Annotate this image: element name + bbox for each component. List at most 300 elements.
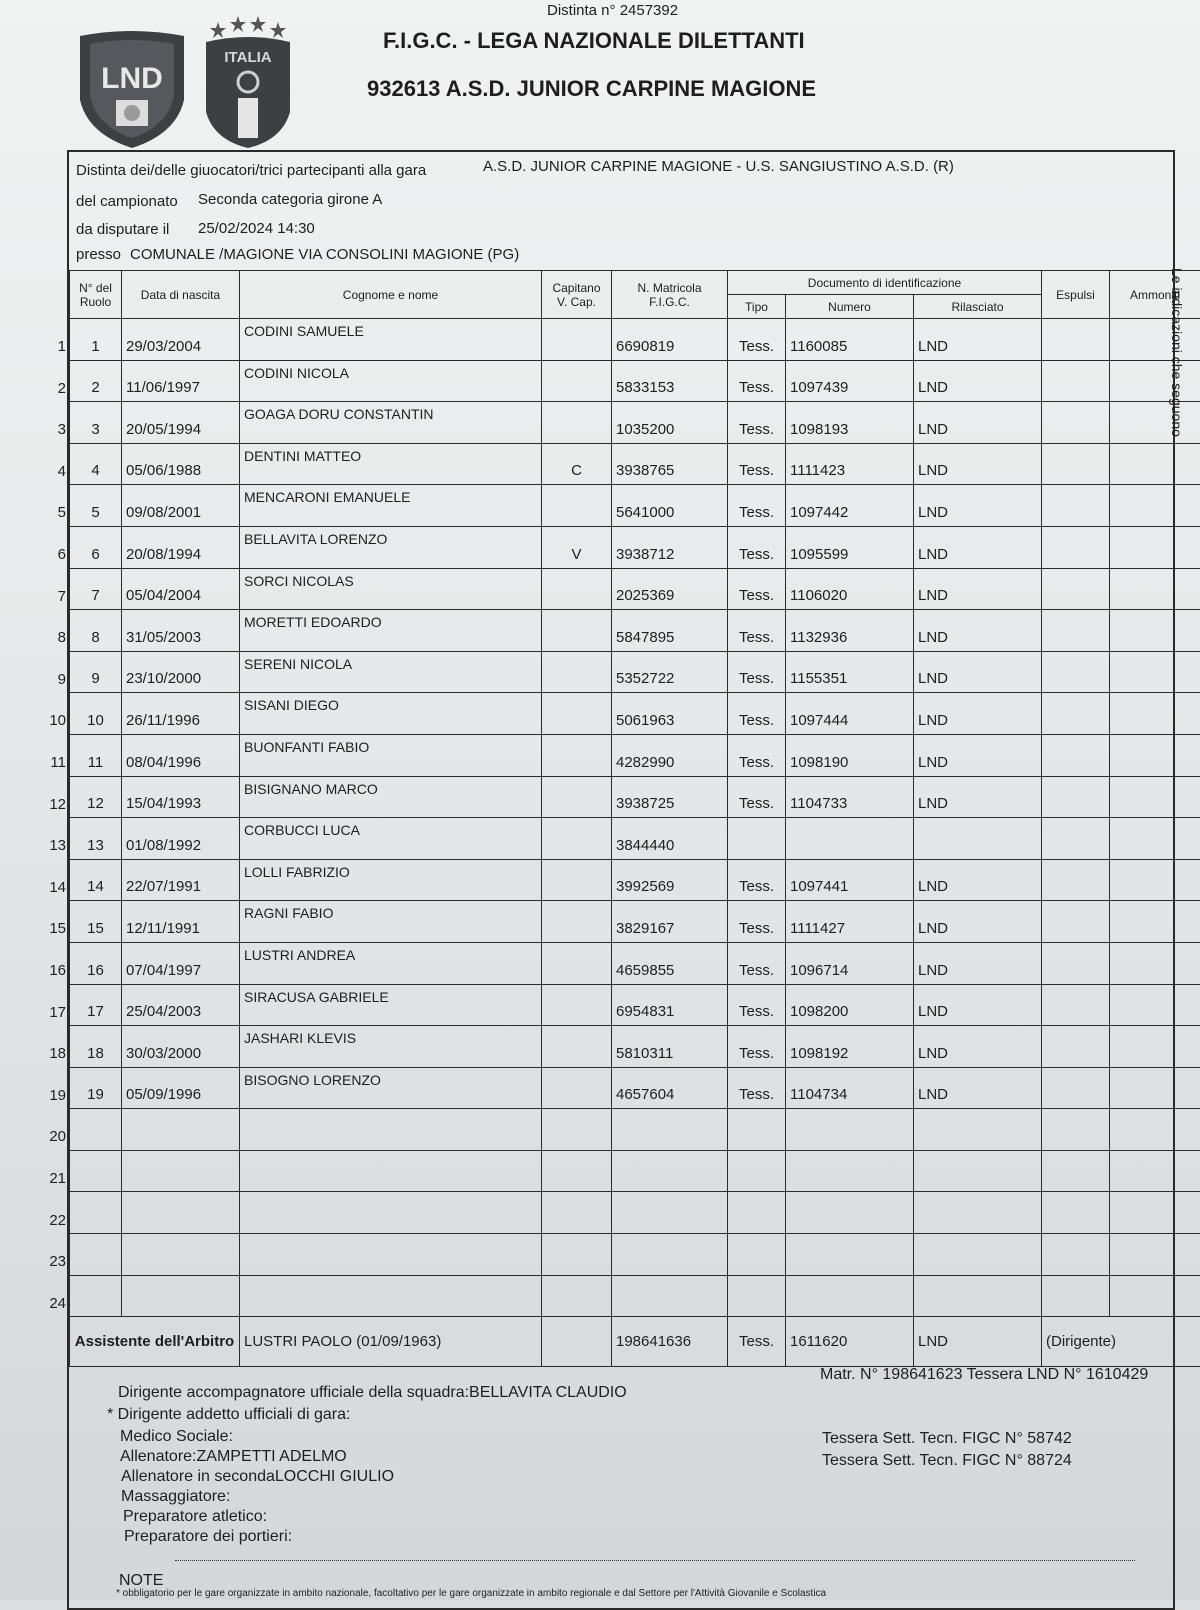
cell-tipo: Tess.: [728, 568, 786, 610]
cell-ammoniti: [1110, 1275, 1200, 1317]
cell-numero: [786, 1275, 914, 1317]
cell-espulsi: [1042, 319, 1110, 361]
cell-numero: 1106020: [786, 568, 914, 610]
cell-name: LUSTRI ANDREA: [240, 942, 542, 984]
cell-ammoniti: [1110, 360, 1200, 402]
cell-ammoniti: [1110, 651, 1200, 693]
cell-matricola: 3938765: [612, 443, 728, 485]
cell-matricola: 3829167: [612, 901, 728, 943]
cell-tipo: Tess.: [728, 901, 786, 943]
row-number: 15: [40, 920, 66, 937]
cell-birth: 05/06/1988: [122, 443, 240, 485]
cell-ruolo: 3: [70, 402, 122, 444]
cell-name: [240, 1109, 542, 1151]
cell-birth: 23/10/2000: [122, 651, 240, 693]
cell-rilasciato: LND: [914, 942, 1042, 984]
cell-name: LOLLI FABRIZIO: [240, 859, 542, 901]
cell-espulsi: [1042, 859, 1110, 901]
cell-name: CODINI NICOLA: [240, 360, 542, 402]
row-number: 20: [40, 1128, 66, 1145]
cell-tipo: [728, 1192, 786, 1234]
cell-numero: 1098190: [786, 734, 914, 776]
cell-ruolo: 14: [70, 859, 122, 901]
table-row: [70, 693, 1200, 735]
cell-rilasciato: LND: [914, 360, 1042, 402]
cell-captain: [542, 818, 612, 860]
players-table: [69, 270, 1200, 1367]
italia-logo-text: ITALIA: [224, 49, 271, 66]
row-number: 4: [40, 463, 66, 480]
cell-ruolo: [70, 1275, 122, 1317]
cell-matricola: 5810311: [612, 1026, 728, 1068]
cell-ammoniti: [1110, 734, 1200, 776]
cell-rilasciato: [914, 1234, 1042, 1276]
cell-matricola: 4282990: [612, 734, 728, 776]
table-row: [70, 859, 1200, 901]
cell-birth: 30/03/2000: [122, 1026, 240, 1068]
cell-numero: [786, 1234, 914, 1276]
cell-matricola: 1035200: [612, 402, 728, 444]
table-row: [70, 360, 1200, 402]
table-row: [70, 568, 1200, 610]
federation-title: F.I.G.C. - LEGA NAZIONALE DILETTANTI: [383, 28, 805, 54]
cell-espulsi: [1042, 443, 1110, 485]
col-captain: Capitano V. Cap.: [542, 271, 612, 319]
assistant-name: LUSTRI PAOLO (01/09/1963): [240, 1317, 542, 1367]
cell-name: BELLAVITA LORENZO: [240, 526, 542, 568]
cell-birth: 31/05/2003: [122, 610, 240, 652]
row-number: 23: [40, 1253, 66, 1270]
table-row: [70, 1192, 1200, 1234]
cell-numero: 1111423: [786, 443, 914, 485]
assistant-role: (Dirigente): [1042, 1317, 1200, 1367]
cell-ruolo: 6: [70, 526, 122, 568]
cell-birth: 12/11/1991: [122, 901, 240, 943]
cell-tipo: [728, 818, 786, 860]
col-ammoniti: Ammoniti: [1110, 271, 1200, 319]
info-label-campionato: del campionato: [76, 193, 178, 210]
cell-matricola: 4659855: [612, 942, 728, 984]
cell-name: MORETTI EDOARDO: [240, 610, 542, 652]
cell-birth: [122, 1150, 240, 1192]
cell-numero: 1098200: [786, 984, 914, 1026]
cell-matricola: 3938725: [612, 776, 728, 818]
cell-espulsi: [1042, 1026, 1110, 1068]
cell-espulsi: [1042, 1192, 1110, 1234]
cell-espulsi: [1042, 360, 1110, 402]
row-number: 16: [40, 962, 66, 979]
cell-espulsi: [1042, 610, 1110, 652]
cell-captain: [542, 610, 612, 652]
cell-espulsi: [1042, 1234, 1110, 1276]
col-numero: Numero: [786, 295, 914, 319]
cell-birth: 05/09/1996: [122, 1067, 240, 1109]
cell-ruolo: 7: [70, 568, 122, 610]
table-row: [70, 776, 1200, 818]
cell-ruolo: 17: [70, 984, 122, 1026]
cell-name: BISOGNO LORENZO: [240, 1067, 542, 1109]
cell-ammoniti: [1110, 443, 1200, 485]
cell-matricola: 3844440: [612, 818, 728, 860]
cell-name: [240, 1275, 542, 1317]
cell-tipo: Tess.: [728, 443, 786, 485]
cell-ruolo: 19: [70, 1067, 122, 1109]
dirigente-docs: Matr. N° 198641623 Tessera LND N° 1610429: [820, 1366, 1148, 1384]
cell-ruolo: 10: [70, 693, 122, 735]
cell-captain: V: [542, 526, 612, 568]
cell-ammoniti: [1110, 901, 1200, 943]
cell-numero: 1098192: [786, 1026, 914, 1068]
cell-numero: 1097444: [786, 693, 914, 735]
cell-tipo: [728, 1275, 786, 1317]
cell-name: GOAGA DORU CONSTANTIN: [240, 402, 542, 444]
cell-captain: [542, 693, 612, 735]
cell-rilasciato: LND: [914, 693, 1042, 735]
cell-tipo: [728, 1109, 786, 1151]
cell-ammoniti: [1110, 1109, 1200, 1151]
info-label-gara: Distinta dei/delle giuocatori/trici partecipanti alla gara: [76, 162, 426, 179]
allenatore: Allenatore:ZAMPETTI ADELMO: [120, 1448, 347, 1466]
cell-ammoniti: [1110, 693, 1200, 735]
col-birth: Data di nascita: [122, 271, 240, 319]
cell-tipo: Tess.: [728, 776, 786, 818]
cell-name: [240, 1150, 542, 1192]
cell-matricola: 5352722: [612, 651, 728, 693]
cell-rilasciato: LND: [914, 610, 1042, 652]
cell-ruolo: [70, 1192, 122, 1234]
assistant-matricola: 198641636: [612, 1317, 728, 1367]
lnd-logo-text: LND: [101, 62, 163, 95]
table-row: [70, 651, 1200, 693]
col-name: Cognome e nome: [240, 271, 542, 319]
assistant-captain: [542, 1317, 612, 1367]
preparatore-atletico: Preparatore atletico:: [123, 1508, 267, 1526]
cell-numero: 1155351: [786, 651, 914, 693]
cell-tipo: Tess.: [728, 1026, 786, 1068]
cell-matricola: [612, 1192, 728, 1234]
table-row: [70, 818, 1200, 860]
cell-espulsi: [1042, 1275, 1110, 1317]
cell-captain: [542, 1275, 612, 1317]
cell-captain: [542, 1109, 612, 1151]
cell-name: CORBUCCI LUCA: [240, 818, 542, 860]
note-text: * obbligatorio per le gare organizzate in ambito nazionale, facoltativo per le gare organizzate in ambito regionale e dal Settore per l'Attività Giovanile e Scolastica: [116, 1588, 826, 1599]
cell-ruolo: 8: [70, 610, 122, 652]
cell-name: RAGNI FABIO: [240, 901, 542, 943]
cell-numero: 1104733: [786, 776, 914, 818]
cell-ruolo: 11: [70, 734, 122, 776]
col-espulsi: Espulsi: [1042, 271, 1110, 319]
cell-ruolo: 18: [70, 1026, 122, 1068]
table-row: [70, 1150, 1200, 1192]
cell-rilasciato: LND: [914, 901, 1042, 943]
cell-captain: [542, 1234, 612, 1276]
cell-matricola: 4657604: [612, 1067, 728, 1109]
cell-numero: 1097442: [786, 485, 914, 527]
cell-ammoniti: [1110, 1234, 1200, 1276]
cell-ruolo: 16: [70, 942, 122, 984]
info-label-presso: presso: [76, 246, 121, 263]
cell-birth: [122, 1234, 240, 1276]
cell-ammoniti: [1110, 402, 1200, 444]
cell-rilasciato: LND: [914, 651, 1042, 693]
cell-numero: [786, 1192, 914, 1234]
table-row: [70, 319, 1200, 361]
cell-captain: [542, 942, 612, 984]
cell-ruolo: [70, 1234, 122, 1276]
venue: COMUNALE /MAGIONE VIA CONSOLINI MAGIONE (PG): [130, 246, 519, 263]
cell-numero: 1132936: [786, 610, 914, 652]
cell-captain: [542, 568, 612, 610]
distinta-number: Distinta n° 2457392: [547, 2, 678, 19]
match-teams: A.S.D. JUNIOR CARPINE MAGIONE - U.S. SANGIUSTINO A.S.D. (R): [483, 158, 954, 175]
cell-matricola: 5847895: [612, 610, 728, 652]
cell-name: CODINI SAMUELE: [240, 319, 542, 361]
massaggiatore: Massaggiatore:: [121, 1488, 230, 1506]
row-number: 6: [40, 546, 66, 563]
cell-tipo: Tess.: [728, 402, 786, 444]
table-row: [70, 901, 1200, 943]
cell-birth: 26/11/1996: [122, 693, 240, 735]
cell-name: SISANI DIEGO: [240, 693, 542, 735]
table-row: [70, 1067, 1200, 1109]
cell-rilasciato: LND: [914, 319, 1042, 361]
cell-ruolo: 2: [70, 360, 122, 402]
cell-tipo: Tess.: [728, 984, 786, 1026]
cell-matricola: [612, 1234, 728, 1276]
cell-captain: [542, 360, 612, 402]
cell-espulsi: [1042, 651, 1110, 693]
cell-matricola: 3938712: [612, 526, 728, 568]
cell-espulsi: [1042, 734, 1110, 776]
cell-tipo: Tess.: [728, 526, 786, 568]
cell-matricola: 5641000: [612, 485, 728, 527]
dirigente-accompagnatore: Dirigente accompagnatore ufficiale della squadra:BELLAVITA CLAUDIO: [118, 1384, 627, 1402]
col-doc-group: Documento di identificazione: [728, 271, 1042, 295]
cell-captain: [542, 319, 612, 361]
table-row: [70, 942, 1200, 984]
cell-espulsi: [1042, 942, 1110, 984]
assistant-tipo: Tess.: [728, 1317, 786, 1367]
table-row: [70, 485, 1200, 527]
club-title: 932613 A.S.D. JUNIOR CARPINE MAGIONE: [367, 76, 816, 102]
cell-rilasciato: LND: [914, 443, 1042, 485]
cell-ruolo: [70, 1150, 122, 1192]
cell-captain: [542, 1026, 612, 1068]
cell-rilasciato: LND: [914, 984, 1042, 1026]
cell-ammoniti: [1110, 818, 1200, 860]
note-line: [175, 1560, 1135, 1561]
cell-espulsi: [1042, 402, 1110, 444]
cell-rilasciato: [914, 818, 1042, 860]
cell-espulsi: [1042, 693, 1110, 735]
cell-numero: 1097439: [786, 360, 914, 402]
cell-ammoniti: [1110, 942, 1200, 984]
cell-tipo: Tess.: [728, 360, 786, 402]
cell-birth: 22/07/1991: [122, 859, 240, 901]
cell-name: BISIGNANO MARCO: [240, 776, 542, 818]
cell-birth: 11/06/1997: [122, 360, 240, 402]
cell-espulsi: [1042, 1109, 1110, 1151]
cell-rilasciato: [914, 1150, 1042, 1192]
cell-ammoniti: [1110, 1150, 1200, 1192]
cell-matricola: 6954831: [612, 984, 728, 1026]
cell-birth: 09/08/2001: [122, 485, 240, 527]
championship: Seconda categoria girone A: [198, 191, 382, 208]
cell-rilasciato: [914, 1192, 1042, 1234]
italia-logo: [202, 12, 294, 150]
cell-espulsi: [1042, 526, 1110, 568]
cell-captain: [542, 901, 612, 943]
row-number: 21: [40, 1170, 66, 1187]
cell-espulsi: [1042, 984, 1110, 1026]
assistant-row: [70, 1317, 1200, 1367]
cell-numero: 1104734: [786, 1067, 914, 1109]
cell-name: [240, 1192, 542, 1234]
table-row: [70, 1026, 1200, 1068]
cell-tipo: Tess.: [728, 1067, 786, 1109]
cell-ruolo: 5: [70, 485, 122, 527]
row-number: 18: [40, 1045, 66, 1062]
cell-tipo: Tess.: [728, 942, 786, 984]
cell-ruolo: 12: [70, 776, 122, 818]
cell-name: MENCARONI EMANUELE: [240, 485, 542, 527]
side-note: Le indicazioni che seguono: [1169, 268, 1185, 437]
cell-matricola: 5833153: [612, 360, 728, 402]
medico-sociale: Medico Sociale:: [120, 1428, 233, 1446]
table-row: [70, 1109, 1200, 1151]
info-label-data: da disputare il: [76, 221, 169, 238]
allenatore-doc: Tessera Sett. Tecn. FIGC N° 58742: [822, 1430, 1072, 1448]
note-label: NOTE: [119, 1572, 163, 1590]
assistant-rilasciato: LND: [914, 1317, 1042, 1367]
cell-captain: [542, 1192, 612, 1234]
cell-numero: [786, 1109, 914, 1151]
cell-name: SIRACUSA GABRIELE: [240, 984, 542, 1026]
assistant-numero: 1611620: [786, 1317, 914, 1367]
row-number: 24: [40, 1295, 66, 1312]
cell-name: BUONFANTI FABIO: [240, 734, 542, 776]
cell-ammoniti: [1110, 984, 1200, 1026]
row-number: 19: [40, 1087, 66, 1104]
table-row: [70, 526, 1200, 568]
cell-tipo: Tess.: [728, 485, 786, 527]
cell-rilasciato: LND: [914, 859, 1042, 901]
col-tipo: Tipo: [728, 295, 786, 319]
preparatore-portieri: Preparatore dei portieri:: [124, 1528, 292, 1546]
row-number: 14: [40, 879, 66, 896]
match-datetime: 25/02/2024 14:30: [198, 220, 315, 237]
cell-captain: [542, 1150, 612, 1192]
cell-name: [240, 1234, 542, 1276]
cell-tipo: Tess.: [728, 734, 786, 776]
cell-captain: [542, 485, 612, 527]
cell-birth: 29/03/2004: [122, 319, 240, 361]
cell-ruolo: [70, 1109, 122, 1151]
col-matricola: N. Matricola F.I.G.C.: [612, 271, 728, 319]
cell-matricola: 5061963: [612, 693, 728, 735]
cell-birth: 25/04/2003: [122, 984, 240, 1026]
cell-rilasciato: LND: [914, 1067, 1042, 1109]
allenatore2-doc: Tessera Sett. Tecn. FIGC N° 88724: [822, 1452, 1072, 1470]
assistant-label: Assistente dell'Arbitro: [70, 1317, 240, 1367]
cell-matricola: 2025369: [612, 568, 728, 610]
row-number: 10: [40, 712, 66, 729]
cell-numero: 1111427: [786, 901, 914, 943]
cell-rilasciato: LND: [914, 402, 1042, 444]
cell-numero: [786, 1150, 914, 1192]
row-number: 8: [40, 629, 66, 646]
cell-tipo: Tess.: [728, 651, 786, 693]
cell-rilasciato: LND: [914, 568, 1042, 610]
cell-birth: 20/08/1994: [122, 526, 240, 568]
table-row: [70, 1234, 1200, 1276]
cell-birth: [122, 1192, 240, 1234]
lnd-logo: [76, 30, 188, 150]
cell-rilasciato: [914, 1275, 1042, 1317]
cell-ruolo: 4: [70, 443, 122, 485]
cell-captain: [542, 776, 612, 818]
table-row: [70, 984, 1200, 1026]
table-row: [70, 402, 1200, 444]
cell-birth: 07/04/1997: [122, 942, 240, 984]
table-row: [70, 1275, 1200, 1317]
cell-matricola: [612, 1150, 728, 1192]
cell-rilasciato: LND: [914, 526, 1042, 568]
cell-captain: [542, 734, 612, 776]
cell-rilasciato: LND: [914, 776, 1042, 818]
cell-birth: [122, 1109, 240, 1151]
cell-name: DENTINI MATTEO: [240, 443, 542, 485]
cell-tipo: [728, 1234, 786, 1276]
cell-birth: 20/05/1994: [122, 402, 240, 444]
cell-ammoniti: [1110, 776, 1200, 818]
cell-espulsi: [1042, 776, 1110, 818]
cell-tipo: Tess.: [728, 319, 786, 361]
row-number: 17: [40, 1004, 66, 1021]
cell-ammoniti: [1110, 1067, 1200, 1109]
cell-captain: [542, 651, 612, 693]
cell-captain: [542, 402, 612, 444]
row-number: 11: [40, 754, 66, 771]
row-number: 7: [40, 588, 66, 605]
cell-ammoniti: [1110, 526, 1200, 568]
cell-rilasciato: LND: [914, 734, 1042, 776]
cell-ammoniti: [1110, 319, 1200, 361]
cell-rilasciato: LND: [914, 485, 1042, 527]
dirigente-addetto: * Dirigente addetto ufficiali di gara:: [107, 1406, 350, 1424]
cell-captain: [542, 1067, 612, 1109]
cell-espulsi: [1042, 485, 1110, 527]
cell-matricola: [612, 1109, 728, 1151]
col-ruolo: N° del Ruolo: [70, 271, 122, 319]
cell-tipo: Tess.: [728, 610, 786, 652]
cell-birth: 08/04/1996: [122, 734, 240, 776]
cell-numero: [786, 818, 914, 860]
allenatore-seconda: Allenatore in secondaLOCCHI GIULIO: [121, 1468, 394, 1486]
cell-ruolo: 1: [70, 319, 122, 361]
cell-rilasciato: LND: [914, 1026, 1042, 1068]
cell-tipo: Tess.: [728, 859, 786, 901]
cell-tipo: Tess.: [728, 693, 786, 735]
row-number: 3: [40, 421, 66, 438]
cell-espulsi: [1042, 1067, 1110, 1109]
row-number: 1: [40, 338, 66, 355]
cell-espulsi: [1042, 1150, 1110, 1192]
cell-espulsi: [1042, 568, 1110, 610]
table-row: [70, 610, 1200, 652]
cell-ruolo: 15: [70, 901, 122, 943]
